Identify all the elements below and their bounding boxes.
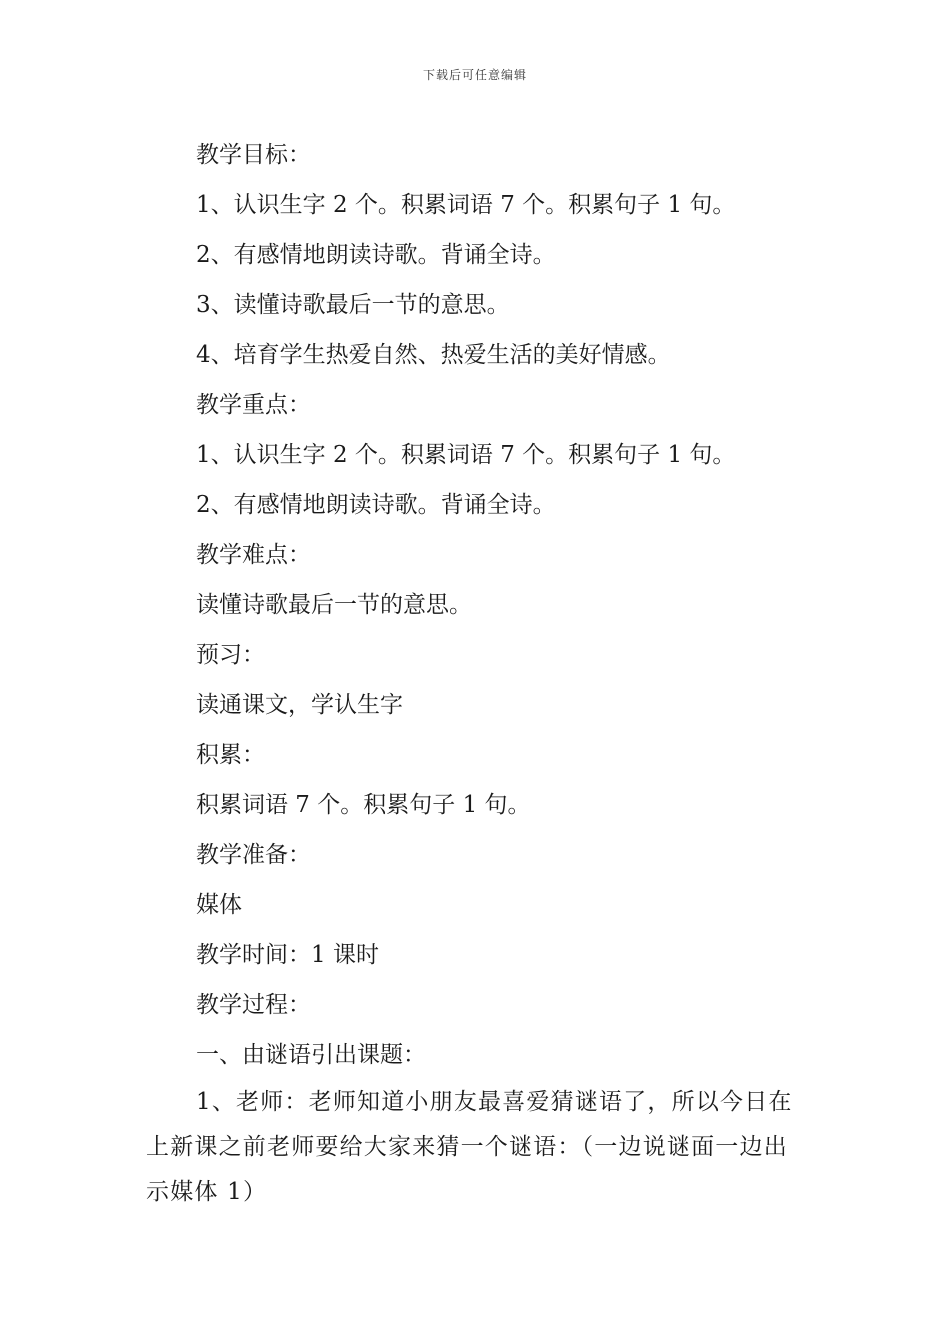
focus-item-1: 1、认识生字 2 个。积累词语 7 个。积累句子 1 句。 [196,442,736,468]
document-body [146,130,808,1215]
focus-item-2: 2、有感情地朗读诗歌。背诵全诗。 [196,492,556,518]
goal-item-3: 3、读懂诗歌最后一节的意思。 [196,292,510,318]
heading-teaching-focus: 教学重点： [196,392,311,418]
heading-teaching-process: 教学过程： [196,992,311,1018]
heading-preview: 预习： [196,642,265,668]
page-header: 下载后可任意编辑 [422,68,527,82]
goal-item-2: 2、有感情地朗读诗歌。背诵全诗。 [196,242,556,268]
goal-item-1: 1、认识生字 2 个。积累词语 7 个。积累句子 1 句。 [196,192,736,218]
heading-teaching-difficulty: 教学难点： [196,542,311,568]
accumulation-text: 积累词语 7 个。积累句子 1 句。 [196,792,531,818]
heading-accumulation: 积累： [196,742,265,768]
process-paragraph: 1、老师：老师知道小朋友最喜爱猜谜语了，所以今日在上新课之前老师要给大家来猜一个谜语：（一边说谜面一边出示媒体 1） [146,1089,793,1205]
heading-teaching-goals: 教学目标： [196,142,311,168]
preview-text: 读通课文，学认生字 [196,692,403,718]
heading-preparation: 教学准备： [196,842,311,868]
teaching-time: 教学时间：1 课时 [196,942,379,968]
preparation-text: 媒体 [196,892,242,918]
process-step-1-heading: 一、由谜语引出课题： [196,1042,426,1068]
difficulty-text: 读懂诗歌最后一节的意思。 [196,592,472,618]
goal-item-4: 4、培育学生热爱自然、热爱生活的美好情感。 [196,342,671,368]
